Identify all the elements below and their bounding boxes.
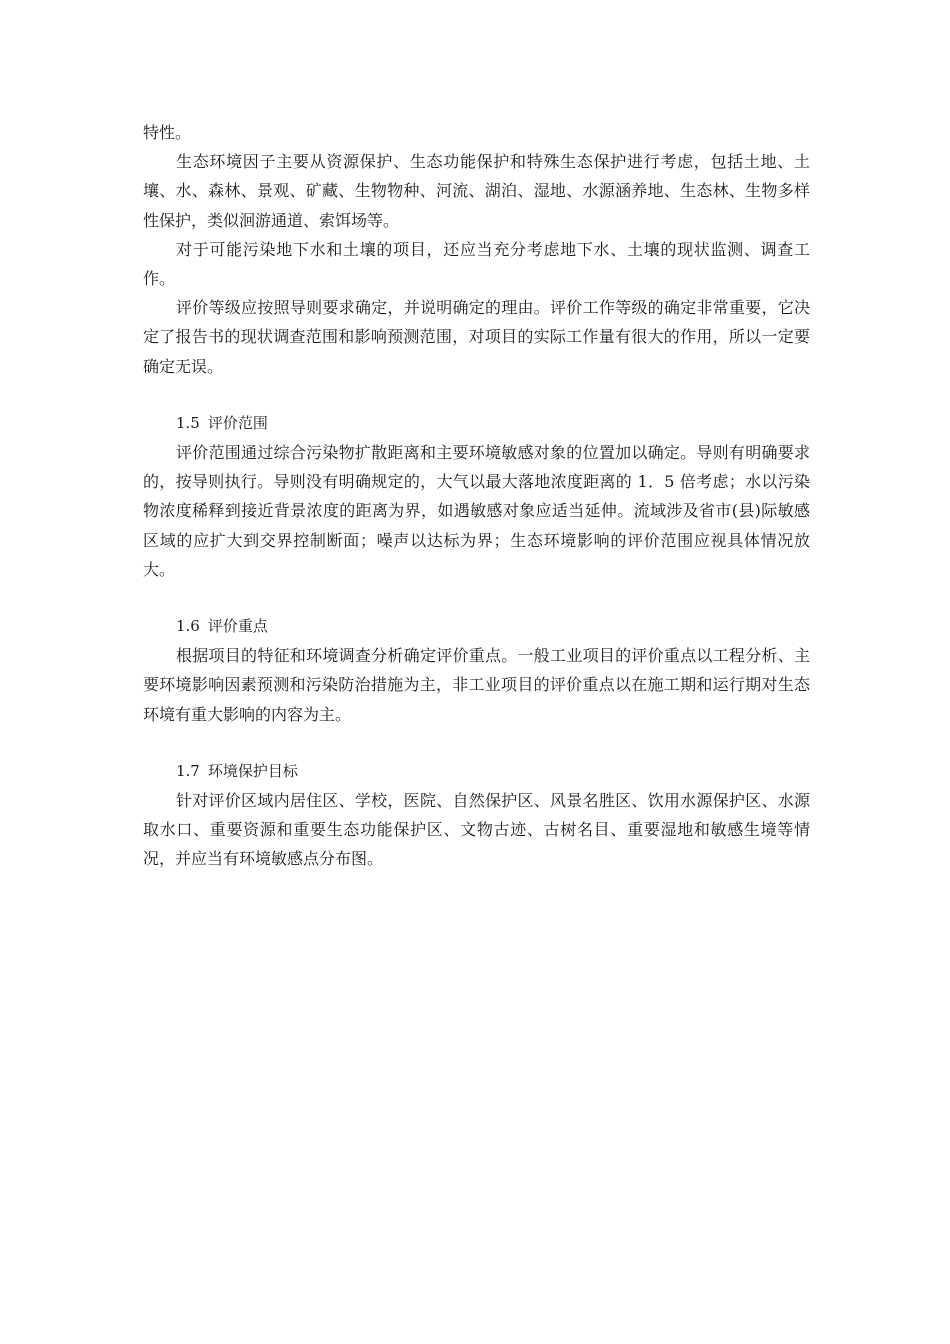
section-number: 1.5	[176, 413, 200, 432]
section-heading	[143, 409, 810, 438]
section-evaluation-scope	[143, 409, 810, 584]
section-body: 评价范围通过综合污染物扩散距离和主要环境敏感对象的位置加以确定。导则有明确要求的，按导则执行。导则没有明确规定的，大气以最大落地浓度距离的 1．5 倍考虑；水以污染物浓度稀释到接近背景浓度的距离为界，如遇敏感对象应适当延伸。流域涉及省市(县)际敏感区域的应扩大到交界控制断面；噪声以达标为界；生态环境影响的评价范围应视具体情况放大。	[143, 443, 810, 579]
section-heading	[143, 612, 810, 641]
intro-continuation: 特性。	[143, 123, 192, 142]
intro-paragraph-ecology: 生态环境因子主要从资源保护、生态功能保护和特殊生态保护进行考虑，包括土地、土壤、水、森林、景观、矿藏、生物物种、河流、湖泊、湿地、水源涵养地、生态林、生物多样性保护，类似洄游通道、索饵场等。	[143, 152, 810, 230]
section-body: 针对评价区域内居住区、学校，医院、自然保护区、风景名胜区、饮用水源保护区、水源取水口、重要资源和重要生态功能保护区、文物古迹、古树名目、重要湿地和敏感生境等情况，并应当有环境敏感点分布图。	[143, 791, 810, 869]
intro-paragraph-grade: 评价等级应按照导则要求确定，并说明确定的理由。评价工作等级的确定非常重要，它决定了报告书的现状调查范围和影响预测范围，对项目的实际工作量有很大的作用，所以一定要确定无误。	[143, 298, 810, 376]
section-protection-targets	[143, 757, 810, 874]
intro-paragraph-groundwater: 对于可能污染地下水和土壤的项目，还应当充分考虑地下水、土壤的现状监测、调查工作。	[143, 239, 810, 289]
section-title: 评价范围	[207, 413, 268, 432]
section-title: 评价重点	[207, 617, 268, 636]
section-body: 根据项目的特征和环境调查分析确定评价重点。一般工业项目的评价重点以工程分析、主要环境影响因素预测和污染防治措施为主，非工业项目的评价重点以在施工期和运行期对生态环境有重大影响的内容为主。	[143, 646, 810, 724]
section-title: 环境保护目标	[207, 761, 298, 780]
section-number: 1.6	[176, 617, 200, 636]
section-evaluation-focus	[143, 612, 810, 729]
section-number: 1.7	[176, 761, 200, 780]
section-heading	[143, 757, 810, 786]
document-body	[143, 118, 810, 874]
